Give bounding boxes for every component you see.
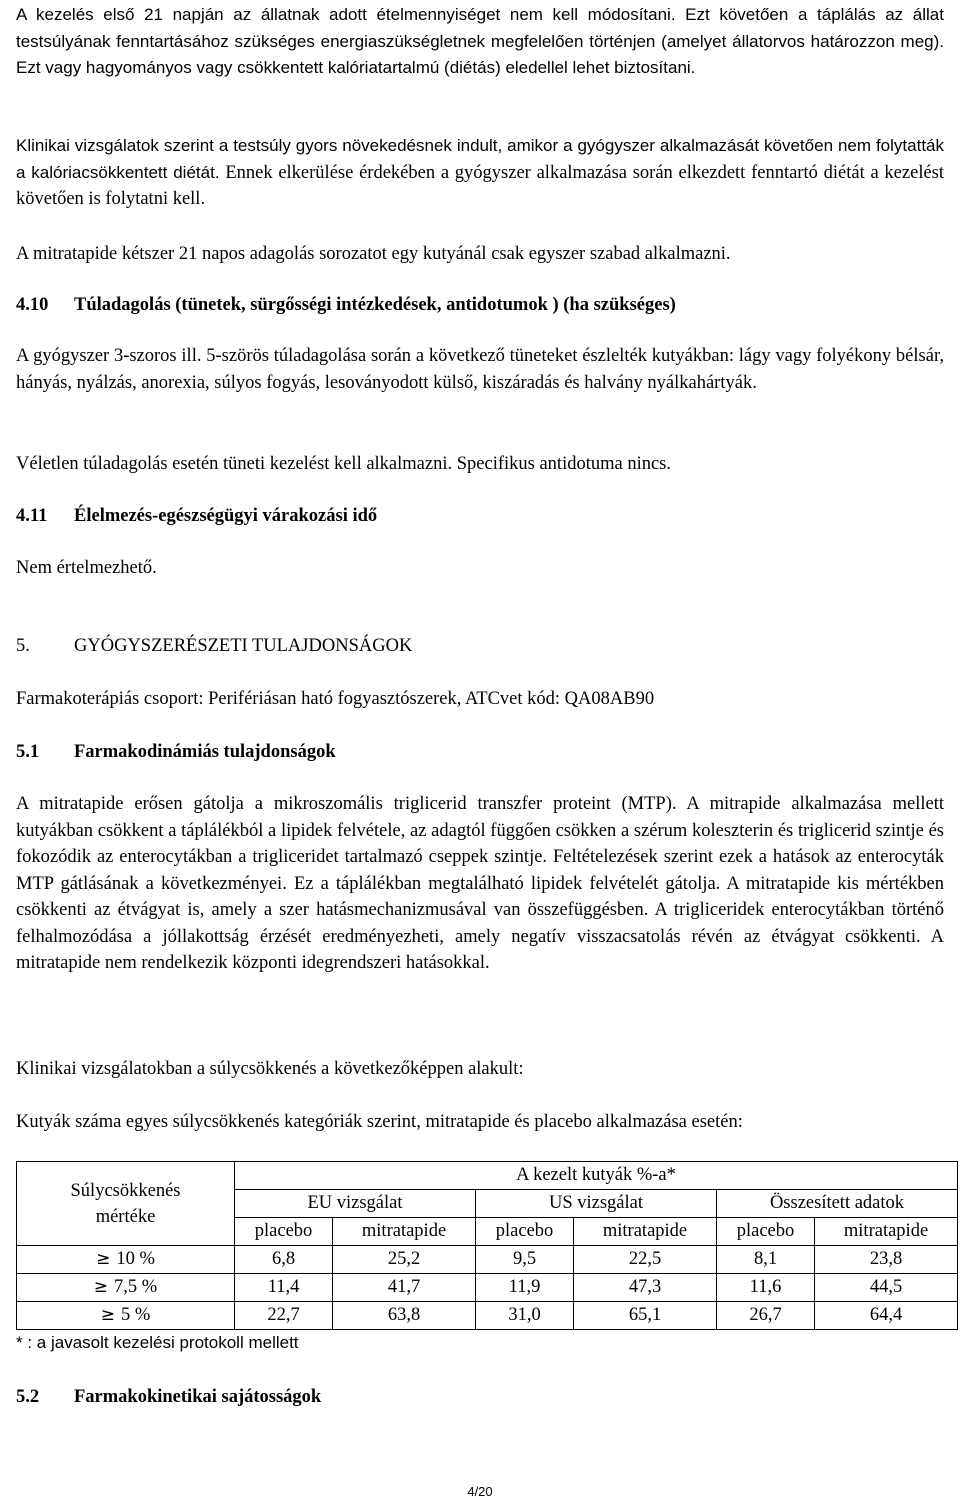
table-cell: 11,6 [716,1274,814,1302]
table-row [17,1302,958,1330]
study-header-cell: EU vizsgálat [235,1190,476,1218]
paragraph-text: Nem értelmezhető. [16,558,157,578]
paragraph-weight-loss-intro [16,1056,944,1083]
heading-number: 5.1 [16,742,40,762]
table-footnote: * : a javasolt kezelési protokoll mellett [16,1333,299,1352]
paragraph-text: Véletlen túladagolás esetén tüneti kezelést kell alkalmazni. Specifikus antidotuma nincs. [16,454,671,474]
heading-number: 4.11 [16,506,48,526]
row-header-cell [17,1162,235,1246]
heading-number: 5. [16,636,30,656]
paragraph-accidental-overdose [16,451,944,478]
table-cell: 23,8 [815,1246,958,1274]
heading-text: Farmakodinámiás tulajdonságok [74,742,336,762]
paragraph-overdose [16,343,944,396]
table-cell: 41,7 [333,1274,476,1302]
table-cell: 8,1 [716,1246,814,1274]
section-heading-5-2 [16,1384,944,1411]
paragraph-text: Ezt vagy hagyományos vagy csökkentett kalóriatartalmú (diétás) eledellel lehet biztosítani. [16,58,696,77]
row-label-cell [17,1274,235,1302]
paragraph-text: A mitratapide erősen gátolja a mikroszomális triglicerid transzfer proteint (MTP). A mitrapide alkalmazása mellett kutyákban csökkent a táplálékból a lipidek felvétele, az adagtól függően csökken a szérum koleszterin és triglicerid szintje és fokozódik az enterocytákban a trigliceridet tartalmazó cseppek szintje. Feltételezések szerint ezek a hatások az enterocyták MTP gátlásának a következményei. Ez a táplálékban megtalálható lipidek felvételét gátolja. A mitratapide kis mértékben csökkenti az étvágyat is, amely a szer hatásmechanizmusával van összefüggésben. A trigliceridek enterocytákban történő felhalmozódása a jóllakottság érzését eredményezheti, amely negatív visszacsatolás révén az étvágyat csökkenti. A mitratapide nem rendelkezik központi idegrendszeri hatásokkal. [16,794,944,973]
table-cell: 64,4 [815,1302,958,1330]
subcolumn-header-cell: placebo [235,1218,333,1246]
row-label: 10 % [116,1249,155,1269]
heading-text: Farmakokinetikai sajátosságok [74,1387,322,1407]
subcolumn-header-cell: placebo [475,1218,573,1246]
heading-text: Élelmezés-egészségügyi várakozási idő [74,506,378,526]
paragraph-text: Klinikai vizsgálatokban a súlycsökkenés a következőképpen alakult: [16,1059,524,1079]
section-heading-4-10 [16,292,944,319]
table-row [17,1274,958,1302]
paragraph-text: A mitratapide kétszer 21 napos adagolás sorozatot egy kutyánál csak egyszer szabad alkalmazni. [16,244,731,264]
paragraph-text: Klinikai vizsgálatok szerint a testsúly gyors növekedésnek indult, amikor a gyógyszer alkalmazását követően nem folytatták a kalóriacsökkentett diétát. [16,136,944,182]
section-heading-5-1 [16,739,944,766]
paragraph-text: Ennek elkerülése érdekében a gyógyszer alkalmazása során elkezdett fenntartó diétát a kezelést követően is folytatni kell. [16,162,945,209]
subcolumn-header-cell: mitratapide [574,1218,717,1246]
row-header-line: Súlycsökkenés [70,1180,181,1201]
table-cell: 9,5 [475,1246,573,1274]
heading-number: 5.2 [16,1387,40,1407]
paragraph-pharmacodynamics [16,791,944,977]
heading-number: 4.10 [16,295,49,315]
row-label-cell [17,1302,235,1330]
paragraph-text: A gyógyszer 3-szoros ill. 5-szörös túladagolása során a következő tüneteket észlelték kutyákban: lágy vagy folyékony bélsár, hányás, nyálzás, anorexia, súlyos fogyás, lesoványodott külső, kiszáradás és halvány nyálkahártyák. [16,346,944,393]
row-label: 5 % [120,1305,151,1325]
subcolumn-header-cell: mitratapide [815,1218,958,1246]
heading-text: Túladagolás (tünetek, sürgősségi intézkedések, antidotumok ) (ha szükséges) [74,295,676,315]
heading-text: GYÓGYSZERÉSZETI TULAJDONSÁGOK [74,636,413,656]
table-cell: 44,5 [815,1274,958,1302]
group-header-cell: A kezelt kutyák %-a* [235,1162,958,1190]
table-cell: 11,4 [235,1274,333,1302]
study-header-cell: US vizsgálat [475,1190,716,1218]
row-label-cell [17,1246,235,1274]
subcolumn-header-cell: mitratapide [333,1218,476,1246]
greater-equal-icon: ≥ [93,1277,109,1297]
section-heading-5 [16,633,944,660]
paragraph-text: Kutyák száma egyes súlycsökkenés kategóriák szerint, mitratapide és placebo alkalmazása esetén: [16,1112,743,1132]
table-cell: 25,2 [333,1246,476,1274]
study-header-cell: Összesített adatok [716,1190,957,1218]
section-heading-4-11 [16,503,944,530]
subcolumn-header-cell: placebo [716,1218,814,1246]
table-cell: 22,7 [235,1302,333,1330]
row-header-line: mértéke [95,1206,156,1227]
table-cell: 47,3 [574,1274,717,1302]
paragraph-table-caption [16,1109,944,1136]
greater-equal-icon: ≥ [96,1249,111,1269]
table-cell: 11,9 [475,1274,573,1302]
table-cell: 31,0 [475,1302,573,1330]
greater-equal-icon: ≥ [100,1305,115,1325]
table-cell: 22,5 [574,1246,717,1274]
paragraph-dosing-limit [16,241,944,268]
table-cell: 65,1 [574,1302,717,1330]
paragraph-pharmacotherapeutic-group [16,686,944,713]
table-row [17,1246,958,1274]
paragraph-text: A kezelés első 21 napján az állatnak adott ételmennyiséget nem kell módosítani. Ezt követően a táplálás az állat testsúlyának fenntartásához szükséges energiaszükségletnek megfelelően történjen (amelyet állatorvos határozzon meg). [16,5,944,51]
paragraph-feeding [16,2,944,82]
page-number: 4/20 [467,1484,493,1499]
paragraph-text: Farmakoterápiás csoport: Perifériásan ható fogyasztószerek, ATCvet kód: QA08AB90 [16,689,655,709]
table-cell: 26,7 [716,1302,814,1330]
paragraph-clinical [16,133,944,213]
weight-loss-table [16,1161,958,1330]
table-cell: 63,8 [333,1302,476,1330]
row-label: 7,5 % [114,1277,158,1297]
table-cell: 6,8 [235,1246,333,1274]
paragraph-not-applicable [16,555,944,582]
